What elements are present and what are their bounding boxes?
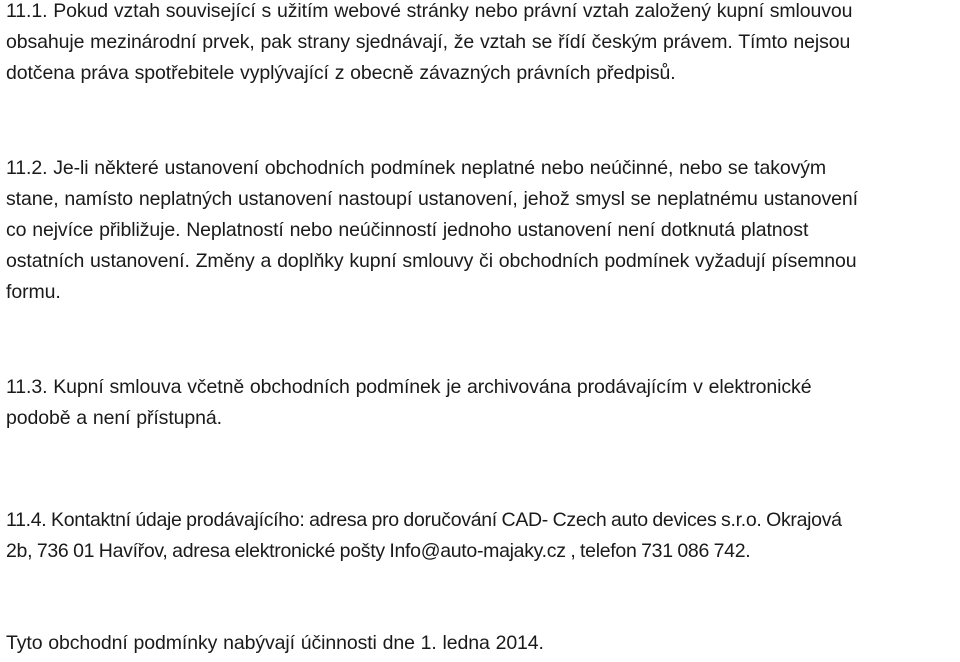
clause-11-2 [6,153,954,308]
text-line: Tyto obchodní podmínky nabývají účinnosti dne 1. ledna 2014. [6,632,544,654]
text-line: podobě a není přístupná. [6,407,222,429]
text-line: 11.1. Pokud vztah související s užitím webové stránky nebo právní vztah založený kupní smlouvou [6,0,853,22]
text-line: 11.2. Je-li některé ustanovení obchodních podmínek neplatné nebo neúčinné, nebo se takovým [6,157,827,179]
clause-11-1 [6,0,954,89]
text-line: 2b, 736 01 Havířov, adresa elektronické pošty Info@auto-majaky.cz , telefon 731 086 742. [6,540,751,562]
text-line: dotčena práva spotřebitele vyplývající z obecně závazných právních předpisů. [6,62,676,84]
clause-11-4 [6,505,960,567]
clause-11-3 [6,372,954,434]
text-line: co nejvíce přibližuje. Neplatností nebo neúčinností jednoho ustanovení není dotknutá platnost [6,219,809,241]
text-line: ostatních ustanovení. Změny a doplňky kupní smlouvy či obchodních podmínek vyžadují písemnou [6,250,857,272]
text-line: stane, namísto neplatných ustanovení nastoupí ustanovení, jehož smysl se neplatnému ustanovení [6,188,858,210]
text-line: 11.4. Kontaktní údaje prodávajícího: adresa pro doručování CAD- Czech auto devices s.r.o. Okrajová [6,509,842,531]
text-line: formu. [6,281,61,303]
effective-date-statement [6,628,954,659]
text-line: 11.3. Kupní smlouva včetně obchodních podmínek je archivována prodávajícím v elektronické [6,376,812,398]
text-line: obsahuje mezinárodní prvek, pak strany sjednávají, že vztah se řídí českým právem. Tímto nejsou [6,31,851,53]
